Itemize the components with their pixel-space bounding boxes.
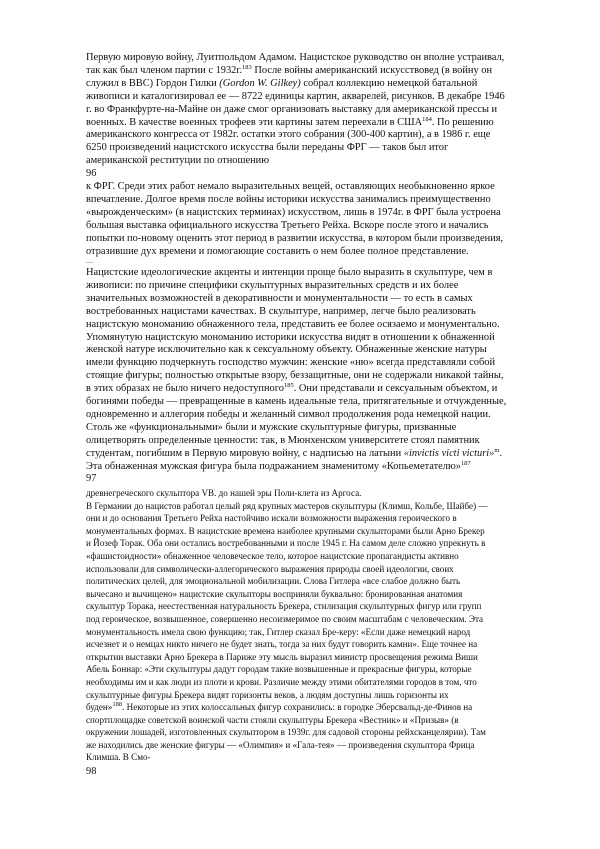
text-run: Климша. В Смо- xyxy=(86,752,151,763)
text-line xyxy=(86,194,534,207)
text-line xyxy=(86,409,534,422)
text-run: значительных возможностей в декоративности и монументальности — то есть в самых xyxy=(86,292,473,304)
text-line xyxy=(86,117,534,130)
text-run: так как был членом партии с 1932г. xyxy=(86,64,243,76)
text-run: служил в ВВС) Гордон Гилки xyxy=(86,77,220,89)
text-run: имели функцию подчеркнуть господство мужчин: женские «ню» всегда представляли собой xyxy=(86,357,496,369)
text-run: . Они представали и сексуальным объектом, и xyxy=(293,383,498,395)
text-line xyxy=(86,422,534,435)
text-line xyxy=(86,293,534,306)
text-line xyxy=(86,383,534,396)
text-run: 6250 произведений нацистского искусства были переданы ФРГ — таков был итог xyxy=(86,142,449,154)
text-run: Столь же «функциональными» были и мужские скульптурные фигуры, призванные xyxy=(86,421,457,433)
text-line xyxy=(86,638,534,651)
text-run: Нацистские идеологические акценты и интенции проще было выразить в скульптуре, чем в xyxy=(86,267,493,278)
text-run: в этих образах не было ничего недоступного xyxy=(86,383,284,395)
text-line xyxy=(86,370,534,383)
text-run: большая выставка официального искусства Третьего Рейха. Вскоре после этого и начались xyxy=(86,219,489,231)
text-run: олицетворять определенные ценности: так, в Мюнхенском университете стоял памятник xyxy=(86,434,480,446)
text-run: Упомянутую нацистскую мономанию историки искусства видят в отношении к обнаженной xyxy=(86,331,495,343)
text-line xyxy=(86,129,534,142)
text-run: собрал коллекцию немецкой батальной xyxy=(300,77,478,89)
text-line xyxy=(86,575,534,588)
text-run: буден» xyxy=(86,702,113,713)
footnote-marker: 183 xyxy=(242,64,252,71)
footnote-marker: 187 xyxy=(460,460,471,467)
text-line xyxy=(86,726,534,739)
text-run: впечатление. Долгое время после войны историки искусства занимались преимущественно xyxy=(86,193,491,205)
text-run: востребованных нацистами качествах. В скульптуре, например, легче было реализовать xyxy=(86,305,476,317)
text-run: скульптур Торака, неестественная натуральность Брекера, стилизация скульптурных фигур или групп xyxy=(86,601,482,612)
text-run: В Германии до нацистов работал целый ряд крупных мастеров скульптуры (Климш, Кольбе, Шайбе) — xyxy=(86,500,488,511)
paragraph-german-sculptors xyxy=(86,487,534,764)
text-run: американского конгресса от 1982г. остатки этого собрания (300-400 картин), а в 1986 г. еще xyxy=(86,129,491,141)
text-run: военных. В качестве военных трофеев эти картины затем переехали в США xyxy=(86,116,423,128)
text-line xyxy=(86,246,534,259)
text-run: живописи и каталогизировал ее — 8722 единицы картин, акварелей, рисунков. В декабре 1946 xyxy=(86,90,505,102)
text-line xyxy=(86,537,534,550)
text-run: студентам, погибшим в Первую мировую войну, с надписью на латыни xyxy=(86,447,404,459)
text-line xyxy=(86,676,534,689)
paragraph-gilkey-collection xyxy=(86,52,534,168)
text-run: под героическое, возвышенное, совершенно несоизмеримое по своим масштабам с человеческим. Эта xyxy=(86,613,484,624)
text-line xyxy=(86,512,534,525)
section-separator: — xyxy=(86,258,93,266)
text-line xyxy=(86,751,534,764)
text-run: необходимы им и как люди из плоти и крови. Различие между этими обитателями городов в том, что xyxy=(86,676,477,687)
text-line xyxy=(86,142,534,155)
footnote-marker: 185 xyxy=(283,383,294,390)
text-run: спортплощадке советской воинской части стояли скульптуры Брекера «Вестник» и «Призыв» (в xyxy=(86,714,459,725)
text-run: Абель Боннар: «Эти скульптуры дадут городам такие возвышенные и прекрасные фигуры, которые xyxy=(86,664,472,675)
text-run: они и до основания Третьего Рейха настойчиво искали возможности выражения героического в xyxy=(86,513,457,524)
text-run: скульптурные фигуры Брекера видят горизонты веков, а людям доступны лишь горизонты их xyxy=(86,689,449,700)
text-run: богинями победы — превращенные в камень идеальные тела, притягательные и отчужденные, xyxy=(86,396,507,408)
text-run: открытии выставки Арно Брекера в Париже эту мысль выразил министр просвещения режима Виши xyxy=(86,651,478,662)
text-line xyxy=(86,626,534,639)
footnote-marker: m xyxy=(494,447,500,454)
text-run: стоящие фигуры; полностью открытые взору, беззащитные, они не содержали никакой тайны, xyxy=(86,370,504,382)
text-run: монументальность имела свою функцию; так, Гитлер сказал Бре-керу: «Если даже немецкий народ xyxy=(86,626,471,637)
text-line xyxy=(86,663,534,676)
text-line xyxy=(86,267,534,280)
page-number-97: 97 xyxy=(86,473,97,484)
text-line xyxy=(86,563,534,576)
paragraph-postwar-art-history xyxy=(86,181,534,258)
text-run: . xyxy=(499,447,503,459)
text-line xyxy=(86,651,534,664)
text-line xyxy=(86,714,534,727)
text-run: Первую мировую войну, Луитпольдом Адамом. Нацистское руководство он вполне устраивал, xyxy=(86,52,505,63)
text-run: древнегреческого скульптора VВ. до нашей эры Поли-клета из Аргоса. xyxy=(86,488,362,498)
text-line xyxy=(86,435,534,448)
text-run: же находились две женские фигуры — «Олимпия» и «Гала-тея» — произведения скульптора Фрица xyxy=(86,739,475,750)
text-line xyxy=(86,220,534,233)
text-line xyxy=(86,280,534,293)
text-run: Эта обнаженная мужская фигура была подражанием знаменитому «Копьеметателю» xyxy=(86,460,461,472)
text-run: попытки по-новому оценить этот период в развитии искусства, в котором были произведения, xyxy=(86,232,504,244)
text-line xyxy=(86,357,534,370)
text-run: . По решению xyxy=(431,116,494,128)
text-line xyxy=(86,487,534,500)
footnote-marker: 188 xyxy=(112,701,123,709)
text-line xyxy=(86,600,534,613)
page-number-96: 96 xyxy=(86,168,97,179)
text-line xyxy=(86,306,534,319)
text-run: и Йозеф Торак. Оба они остались востребованными и после 1945 г. На самом деле сложно упрекнуть в xyxy=(86,538,486,549)
text-run: к ФРГ. Среди этих работ немало выразительных вещей, оставляющих необыкновенно яркое xyxy=(86,181,495,192)
text-run: После войны американский искусствовед (в войну он xyxy=(251,64,493,76)
italic-text: «invictis victi victuri» xyxy=(403,447,495,459)
text-line xyxy=(86,525,534,538)
text-run: использовали для символически-аллегорического выражения природы своей идеологии, своих xyxy=(86,563,454,574)
text-run: . Некоторые из этих колоссальных фигур сохранились: в городке Эберсвальд-де-Финов на xyxy=(122,702,473,713)
text-line xyxy=(86,78,534,91)
text-line xyxy=(86,104,534,117)
text-run: окружении лошадей, изготовленных скульптором в 1939г. для садовой стороны рейхсканцелярии). Там xyxy=(86,727,486,738)
text-line xyxy=(86,207,534,220)
text-run: отразившие дух времени и помогающие составить о нем более полное представление. xyxy=(86,245,469,257)
text-line xyxy=(86,52,534,65)
text-line xyxy=(86,332,534,345)
text-run: вычесано и вычищено» нацистские скульпторы восприняли буквально: бронированная анатомия xyxy=(86,588,463,599)
text-line xyxy=(86,344,534,357)
text-line xyxy=(86,739,534,752)
text-run: г. во Франкфурте-на-Майне он даже смог организовать выставку для американской прессы и xyxy=(86,103,498,115)
text-run: одновременно и аллегория победы и желанный символ продолжения рода немецкой нации. xyxy=(86,408,491,420)
text-line xyxy=(86,91,534,104)
text-run: монументальных формах. В нацистские времена наиболее крупными скульпторами были Арно Брекер xyxy=(86,525,485,536)
text-line xyxy=(86,319,534,332)
text-run: «вырожденческим» (в нацистских терминах) искусством, лишь в 1974г. в ФРГ была устроена xyxy=(86,206,501,218)
text-line xyxy=(86,461,534,474)
text-line xyxy=(86,181,534,194)
footnote-marker: 184 xyxy=(422,116,432,123)
page-number-98: 98 xyxy=(86,766,97,777)
text-run: живописи: по причине специфики скульптурных выразительных средств и их более xyxy=(86,279,459,291)
text-run: нацистскую мономанию обнаженного тела, представить ее более осязаемо и монументально. xyxy=(86,318,500,330)
text-run: исчезнет и о немцах никто ничего не будет знать, тогда за них будут говорить камни». Еще точнее на xyxy=(86,639,478,650)
text-run: политических целей, для эмоциональной мобилизации. Слова Гитлера «все слабое должно быть xyxy=(86,576,461,587)
text-run: американской реституции по отношению xyxy=(86,155,269,167)
text-line xyxy=(86,588,534,601)
text-line xyxy=(86,550,534,563)
paragraph-nazi-sculpture xyxy=(86,267,534,474)
text-line xyxy=(86,448,534,461)
text-line xyxy=(86,396,534,409)
text-line xyxy=(86,701,534,714)
text-line xyxy=(86,233,534,246)
text-line xyxy=(86,65,534,78)
text-line xyxy=(86,500,534,513)
text-line xyxy=(86,689,534,702)
text-run: «фашистоидности» обнаженное человеческое тело, которое нацистские пропагандисты активно xyxy=(86,550,459,561)
text-run: женской натуре исключительно как к сексуальному объекту. Обнаженные женские натуры xyxy=(86,344,487,356)
text-line xyxy=(86,155,534,168)
text-line xyxy=(86,613,534,626)
italic-text: (Gordon W. Gilkey) xyxy=(219,77,301,89)
